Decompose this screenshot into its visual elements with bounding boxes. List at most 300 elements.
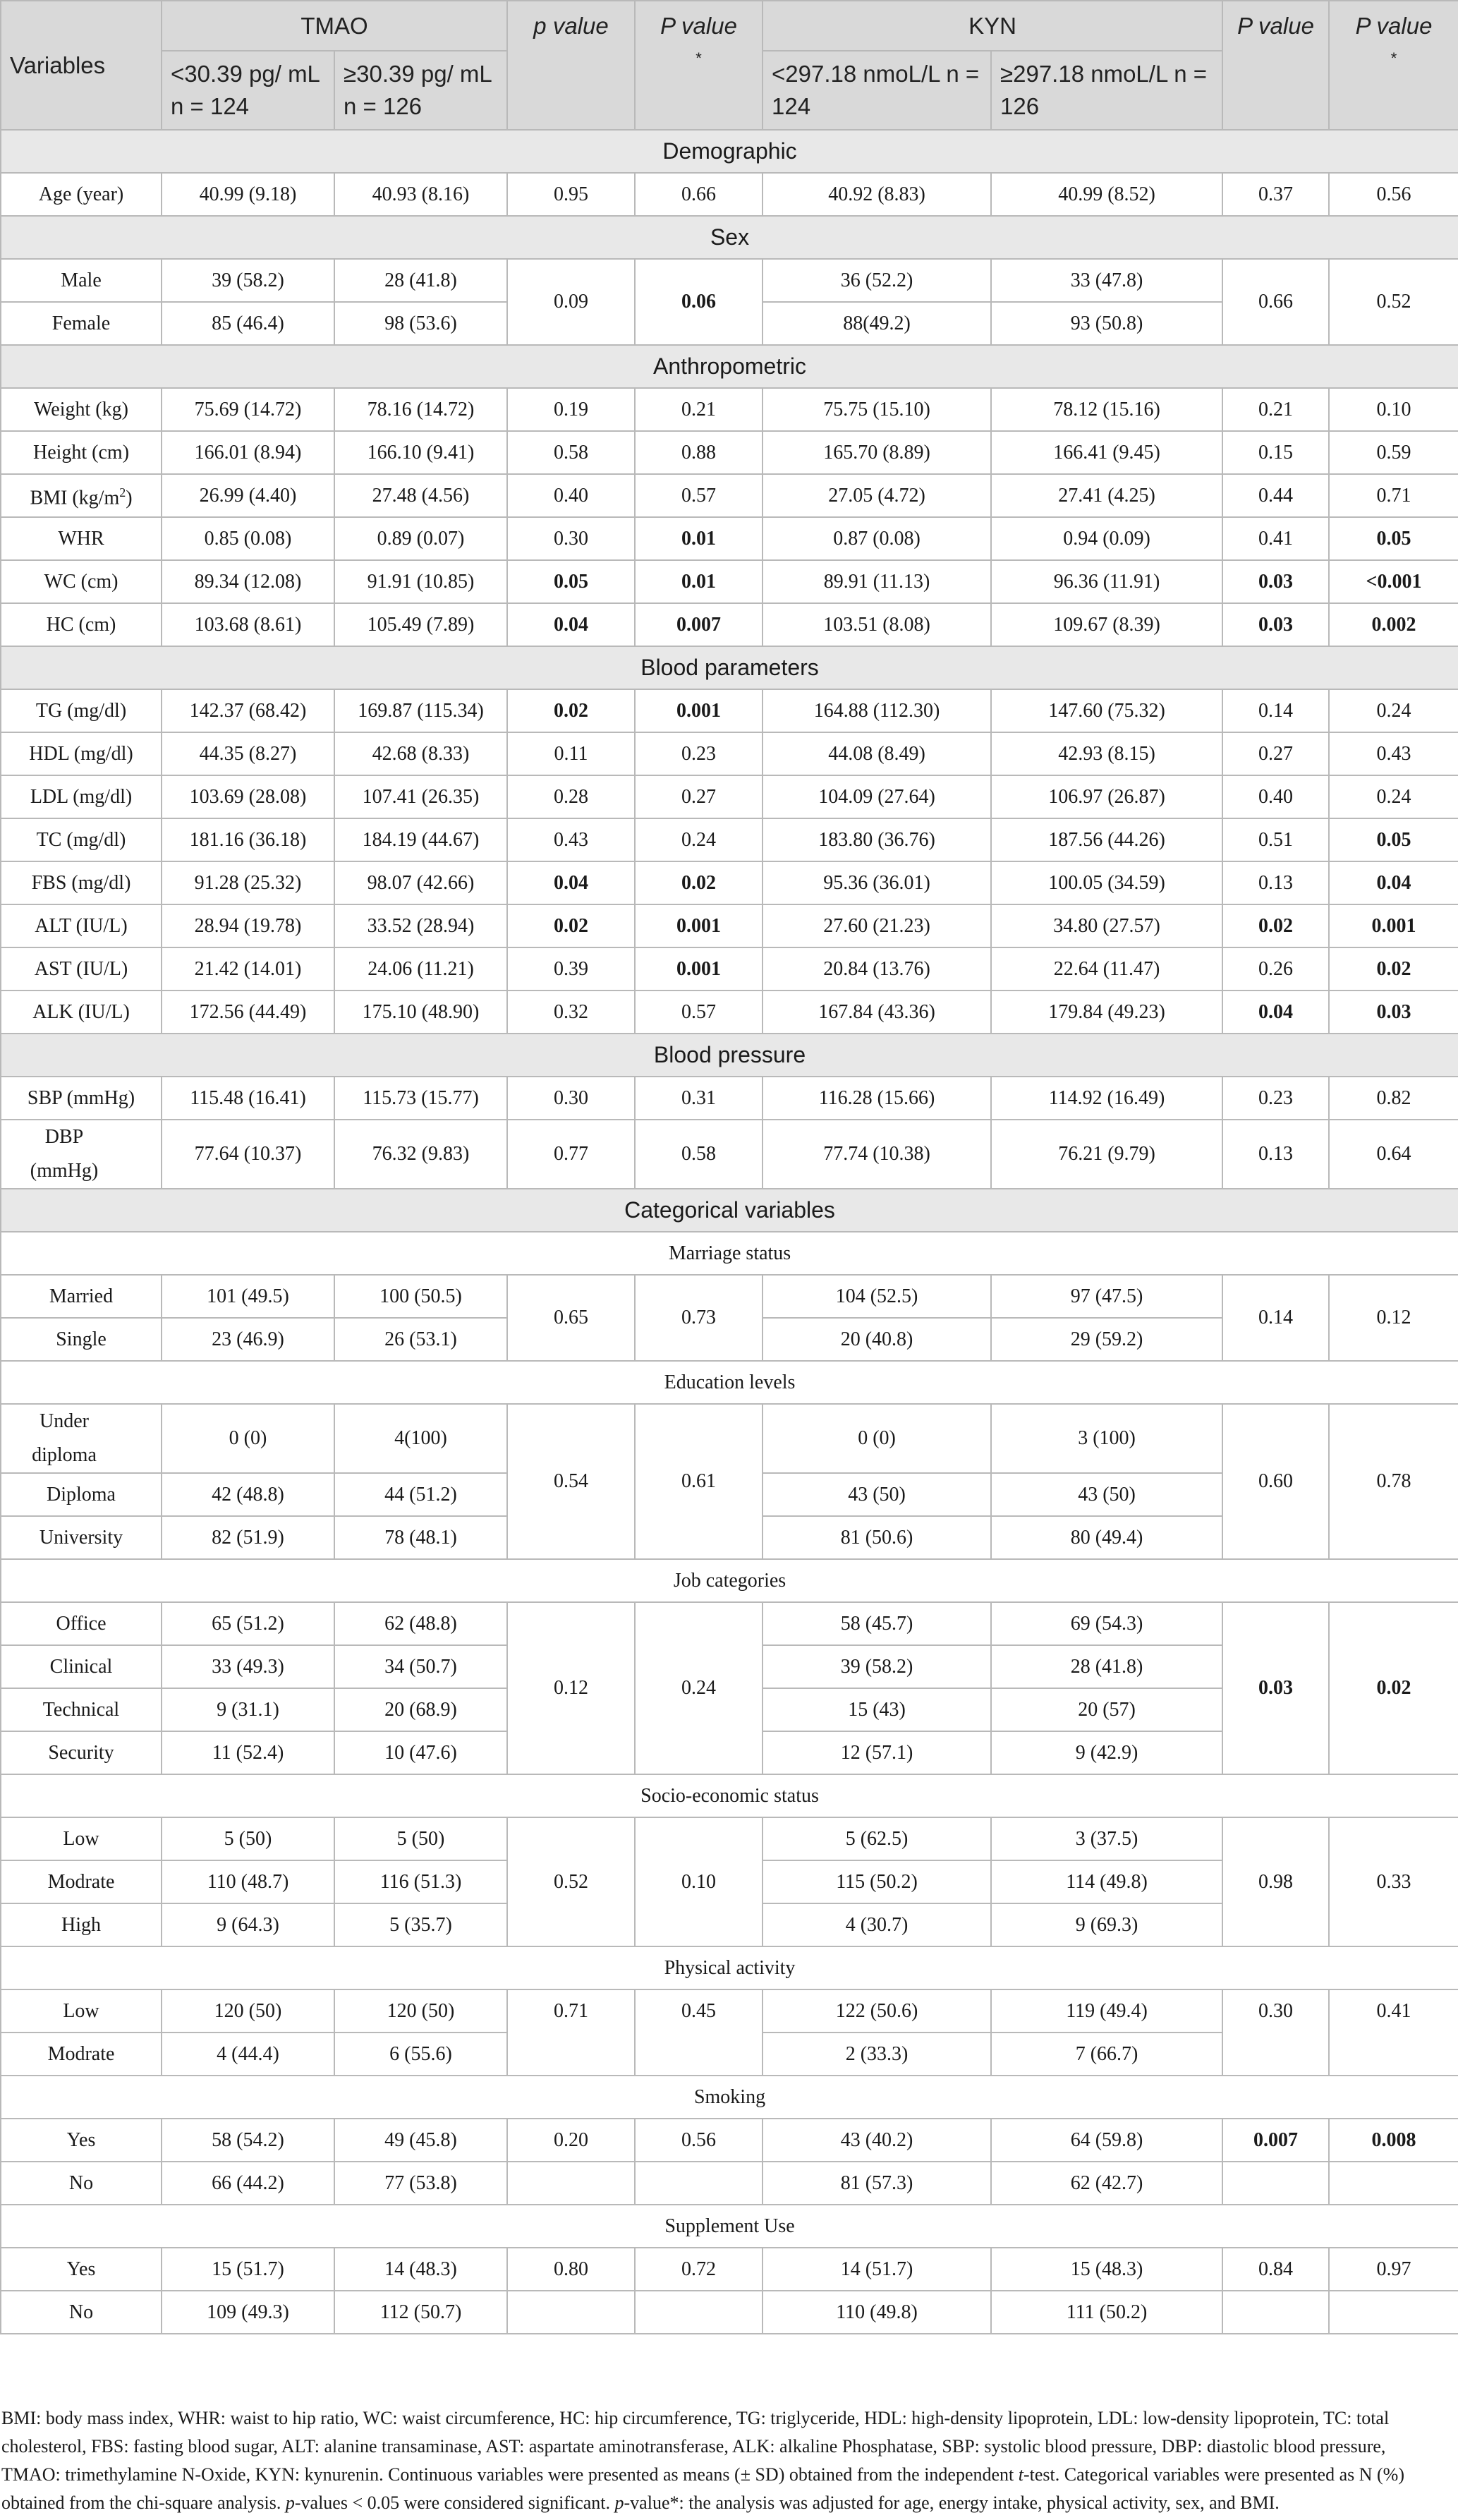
cell: 109.67 (8.39) <box>991 603 1222 646</box>
cell: 0.01 <box>635 560 763 603</box>
cell: 0.45 <box>635 1989 763 2076</box>
row-label: AST (IU/L) <box>1 947 162 991</box>
cell: 44.08 (8.49) <box>763 732 991 775</box>
subheading-ses: Socio-economic status <box>1 1774 1458 1817</box>
header-kyn: KYN <box>763 1 1222 51</box>
cell: 116 (51.3) <box>334 1860 507 1903</box>
cell: 0.04 <box>507 861 635 904</box>
cell: 43 (50) <box>763 1473 991 1516</box>
table-row <box>1 1077 1458 1120</box>
table-row <box>1 2119 1458 2162</box>
header-tmao-p-value: p value <box>507 1 635 130</box>
cell: 75.69 (14.72) <box>162 388 334 431</box>
cell: 0.02 <box>507 904 635 947</box>
cell: 20.84 (13.76) <box>763 947 991 991</box>
cell: 0.05 <box>507 560 635 603</box>
cell: 0.03 <box>1329 991 1458 1034</box>
cell: 69 (54.3) <box>991 1602 1222 1645</box>
row-label: Modrate <box>1 1860 162 1903</box>
cell: 0.23 <box>1222 1077 1329 1120</box>
cell: 49 (45.8) <box>334 2119 507 2162</box>
cell: 40.92 (8.83) <box>763 173 991 216</box>
cell: 0.40 <box>1222 775 1329 818</box>
cell: 5 (35.7) <box>334 1903 507 1946</box>
cell: 5 (62.5) <box>763 1817 991 1860</box>
cell: 98.07 (42.66) <box>334 861 507 904</box>
cell: 0.15 <box>1222 431 1329 474</box>
cell: 166.41 (9.45) <box>991 431 1222 474</box>
cell: 120 (50) <box>162 1989 334 2033</box>
cell: 21.42 (14.01) <box>162 947 334 991</box>
row-label: Low <box>1 1817 162 1860</box>
row-label: No <box>1 2162 162 2205</box>
cell: 20 (57) <box>991 1688 1222 1731</box>
cell: 15 (48.3) <box>991 2248 1222 2291</box>
cell: 147.60 (75.32) <box>991 689 1222 732</box>
row-label: High <box>1 1903 162 1946</box>
cell: 0.11 <box>507 732 635 775</box>
row-label: FBS (mg/dl) <box>1 861 162 904</box>
cell: 184.19 (44.67) <box>334 818 507 861</box>
cell <box>1329 2291 1458 2334</box>
cell: 40.99 (9.18) <box>162 173 334 216</box>
cell: 0.007 <box>1222 2119 1329 2162</box>
row-label: WC (cm) <box>1 560 162 603</box>
cell: 109 (49.3) <box>162 2291 334 2334</box>
cell: 15 (51.7) <box>162 2248 334 2291</box>
cell: 58 (54.2) <box>162 2119 334 2162</box>
cell: 27.41 (4.25) <box>991 474 1222 517</box>
cell: 0.77 <box>507 1120 635 1189</box>
cell: 0.40 <box>507 474 635 517</box>
cell: 105.49 (7.89) <box>334 603 507 646</box>
cell: 0.20 <box>507 2119 635 2162</box>
cell: 0.04 <box>1222 991 1329 1034</box>
cell: 0.32 <box>507 991 635 1034</box>
cell: 39 (58.2) <box>763 1645 991 1688</box>
cell: 0.19 <box>507 388 635 431</box>
cell: 89.34 (12.08) <box>162 560 334 603</box>
cell: 33 (49.3) <box>162 1645 334 1688</box>
cell: 0.72 <box>635 2248 763 2291</box>
cell: 77 (53.8) <box>334 2162 507 2205</box>
row-label: Married <box>1 1275 162 1318</box>
cell: 97 (47.5) <box>991 1275 1222 1318</box>
cell: 33 (47.8) <box>991 259 1222 302</box>
table-row <box>1 560 1458 603</box>
cell: 0.58 <box>507 431 635 474</box>
cell: 12 (57.1) <box>763 1731 991 1774</box>
cell: 3 (100) <box>991 1404 1222 1473</box>
cell: 44.35 (8.27) <box>162 732 334 775</box>
cell: 0.54 <box>507 1404 635 1559</box>
row-label: Yes <box>1 2119 162 2162</box>
cell: 14 (48.3) <box>334 2248 507 2291</box>
cell: 0.82 <box>1329 1077 1458 1120</box>
cell: 0.02 <box>1329 947 1458 991</box>
cell: 0.05 <box>1329 517 1458 560</box>
cell: 0.80 <box>507 2248 635 2291</box>
cell: 27.60 (21.23) <box>763 904 991 947</box>
cell: 0.58 <box>635 1120 763 1189</box>
cell: 0.85 (0.08) <box>162 517 334 560</box>
cell: 81 (57.3) <box>763 2162 991 2205</box>
cell: 0.06 <box>635 259 763 345</box>
cell: 9 (31.1) <box>162 1688 334 1731</box>
cell: 58 (45.7) <box>763 1602 991 1645</box>
cell: 9 (64.3) <box>162 1903 334 1946</box>
table-row <box>1 173 1458 216</box>
cell: 9 (69.3) <box>991 1903 1222 1946</box>
cell: 0.61 <box>635 1404 763 1559</box>
table-row <box>1 603 1458 646</box>
cell: 4 (44.4) <box>162 2033 334 2076</box>
cell: 2 (33.3) <box>763 2033 991 2076</box>
cell <box>1329 2162 1458 2205</box>
cell: 0.13 <box>1222 1120 1329 1189</box>
cell: 111 (50.2) <box>991 2291 1222 2334</box>
header-tmao: TMAO <box>162 1 507 51</box>
cell: 175.10 (48.90) <box>334 991 507 1034</box>
cell: 167.84 (43.36) <box>763 991 991 1034</box>
cell: 0.14 <box>1222 689 1329 732</box>
header-kyn-p-value-adjusted: P value * <box>1329 1 1458 130</box>
row-label: Single <box>1 1318 162 1361</box>
cell: 0.66 <box>1222 259 1329 345</box>
section-sex: Sex <box>1 216 1458 259</box>
cell: 0.02 <box>1222 904 1329 947</box>
cell: 0.33 <box>1329 1817 1458 1946</box>
cell: 22.64 (11.47) <box>991 947 1222 991</box>
cell: 0.10 <box>1329 388 1458 431</box>
row-label: Modrate <box>1 2033 162 2076</box>
cell: 0.73 <box>635 1275 763 1361</box>
row-label: BMI $(kg/m^2)$ <box>1 474 162 517</box>
cell: 76.21 (9.79) <box>991 1120 1222 1189</box>
cell: 165.70 (8.89) <box>763 431 991 474</box>
row-label: ALT (IU/L) <box>1 904 162 947</box>
table-row <box>1 2248 1458 2291</box>
cell: 115.73 (15.77) <box>334 1077 507 1120</box>
header-tmao-low: <30.39 pg/ mL n = 124 <box>162 51 334 130</box>
cell: 0.01 <box>635 517 763 560</box>
cell: 4(100) <box>334 1404 507 1473</box>
subheading-physical-activity: Physical activity <box>1 1946 1458 1989</box>
cell: 78.16 (14.72) <box>334 388 507 431</box>
cell: 33.52 (28.94) <box>334 904 507 947</box>
cell: 0.98 <box>1222 1817 1329 1946</box>
cell: 120 (50) <box>334 1989 507 2033</box>
cell: 20 (68.9) <box>334 1688 507 1731</box>
cell: 0 (0) <box>763 1404 991 1473</box>
cell: 0.65 <box>507 1275 635 1361</box>
cell: 0.41 <box>1329 1989 1458 2076</box>
cell: 112 (50.7) <box>334 2291 507 2334</box>
row-label: SBP (mmHg) <box>1 1077 162 1120</box>
cell: 0.001 <box>635 947 763 991</box>
cell: 43 (40.2) <box>763 2119 991 2162</box>
cell: 43 (50) <box>991 1473 1222 1516</box>
cell: 0.56 <box>1329 173 1458 216</box>
cell: 20 (40.8) <box>763 1318 991 1361</box>
cell: 0.43 <box>1329 732 1458 775</box>
cell: 115.48 (16.41) <box>162 1077 334 1120</box>
cell: 114.92 (16.49) <box>991 1077 1222 1120</box>
table-row <box>1 1120 1458 1189</box>
row-label: Low <box>1 1989 162 2033</box>
cell: 0.10 <box>635 1817 763 1946</box>
table-footnote: BMI: body mass index, WHR: waist to hip ratio, WC: waist circumference, HC: hip circumference, TG: triglyceride, HDL: high-density lipoprotein, LDL: low-density lipoprotein, TC: total cholesterol, FBS: fasting blood sugar, ALT: alanine transaminase, AST: aspartate aminotransferase, ALK: alkaline Phosphatase, SBP: systolic blood pressure, DBP: diastolic blood pressure, TMAO: trimethylamine N-Oxide, KYN: kynurenin. Continuous variables were presented as means (± SD) obtained from the independent t-test. Categorical variables were presented as N (%) obtained from the chi-square analysis. p-values < 0.05 were considered significant. p-value*: the analysis was adjusted for age, energy intake, physical activity, sex, and BMI. <box>1 2408 1404 2513</box>
cell: 28.94 (19.78) <box>162 904 334 947</box>
cell: 0.56 <box>635 2119 763 2162</box>
cell: 0.51 <box>1222 818 1329 861</box>
cell: 0.24 <box>635 818 763 861</box>
cell: 0.66 <box>635 173 763 216</box>
row-label: LDL (mg/dl) <box>1 775 162 818</box>
subheading-education: Education levels <box>1 1361 1458 1404</box>
cell: 172.56 (44.49) <box>162 991 334 1034</box>
table-row <box>1 991 1458 1034</box>
cell: 122 (50.6) <box>763 1989 991 2033</box>
cell: 66 (44.2) <box>162 2162 334 2205</box>
cell: 6 (55.6) <box>334 2033 507 2076</box>
cell: 0.21 <box>1222 388 1329 431</box>
cell: 0.97 <box>1329 2248 1458 2291</box>
cell: 0 (0) <box>162 1404 334 1473</box>
cell: 0.26 <box>1222 947 1329 991</box>
cell: 10 (47.6) <box>334 1731 507 1774</box>
cell: 164.88 (112.30) <box>763 689 991 732</box>
header-tmao-high: ≥30.39 pg/ mL n = 126 <box>334 51 507 130</box>
cell: 81 (50.6) <box>763 1516 991 1559</box>
cell: <0.001 <box>1329 560 1458 603</box>
table-row <box>1 732 1458 775</box>
cell: 24.06 (11.21) <box>334 947 507 991</box>
cell: 34 (50.7) <box>334 1645 507 1688</box>
table-row <box>1 431 1458 474</box>
row-label: DBP (mmHg) <box>1 1120 162 1189</box>
cell: 183.80 (36.76) <box>763 818 991 861</box>
cell: 44 (51.2) <box>334 1473 507 1516</box>
cell: 0.001 <box>635 904 763 947</box>
cell: 42.68 (8.33) <box>334 732 507 775</box>
cell: 116.28 (15.66) <box>763 1077 991 1120</box>
row-label: University <box>1 1516 162 1559</box>
cell: 103.51 (8.08) <box>763 603 991 646</box>
cell: 0.57 <box>635 474 763 517</box>
table-row <box>1 1275 1458 1318</box>
cell: 0.21 <box>635 388 763 431</box>
cell: 80 (49.4) <box>991 1516 1222 1559</box>
row-label: Office <box>1 1602 162 1645</box>
cell: 91.28 (25.32) <box>162 861 334 904</box>
cell: 42.93 (8.15) <box>991 732 1222 775</box>
subheading-job: Job categories <box>1 1559 1458 1602</box>
cell: 0.89 (0.07) <box>334 517 507 560</box>
table-row <box>1 861 1458 904</box>
cell: 104.09 (27.64) <box>763 775 991 818</box>
cell: 0.28 <box>507 775 635 818</box>
cell: 77.74 (10.38) <box>763 1120 991 1189</box>
cell: 0.64 <box>1329 1120 1458 1189</box>
row-label: Male <box>1 259 162 302</box>
cell: 0.60 <box>1222 1404 1329 1559</box>
cell: 23 (46.9) <box>162 1318 334 1361</box>
cell: 78 (48.1) <box>334 1516 507 1559</box>
cell: 0.43 <box>507 818 635 861</box>
cell: 166.10 (9.41) <box>334 431 507 474</box>
cell: 0.52 <box>507 1817 635 1946</box>
cell: 78.12 (15.16) <box>991 388 1222 431</box>
cell: 62 (48.8) <box>334 1602 507 1645</box>
table-row <box>1 2291 1458 2334</box>
cell: 100.05 (34.59) <box>991 861 1222 904</box>
cell <box>507 2162 635 2205</box>
row-label: No <box>1 2291 162 2334</box>
cell: 11 (52.4) <box>162 1731 334 1774</box>
cell: 0.41 <box>1222 517 1329 560</box>
row-label: ALK (IU/L) <box>1 991 162 1034</box>
cell: 0.24 <box>1329 775 1458 818</box>
cell: 101 (49.5) <box>162 1275 334 1318</box>
cell: 9 (42.9) <box>991 1731 1222 1774</box>
header-tmao-p-value-adjusted: P value * <box>635 1 763 130</box>
cell: 0.37 <box>1222 173 1329 216</box>
cell: 0.24 <box>635 1602 763 1774</box>
cell: 0.007 <box>635 603 763 646</box>
cell: 0.27 <box>635 775 763 818</box>
subheading-smoking: Smoking <box>1 2076 1458 2119</box>
cell: 181.16 (36.18) <box>162 818 334 861</box>
table-row <box>1 388 1458 431</box>
cell: 0.78 <box>1329 1404 1458 1559</box>
table-row <box>1 904 1458 947</box>
cell: 0.23 <box>635 732 763 775</box>
cell: 29 (59.2) <box>991 1318 1222 1361</box>
header-variables: Variables <box>1 1 162 130</box>
table-row <box>1 517 1458 560</box>
cell: 106.97 (26.87) <box>991 775 1222 818</box>
cell: 27.48 (4.56) <box>334 474 507 517</box>
cell: 62 (42.7) <box>991 2162 1222 2205</box>
table-row <box>1 259 1458 302</box>
cell: 5 (50) <box>162 1817 334 1860</box>
cell: 119 (49.4) <box>991 1989 1222 2033</box>
cell: 0.24 <box>1329 689 1458 732</box>
section-blood-parameters: Blood parameters <box>1 646 1458 689</box>
cell: 0.001 <box>1329 904 1458 947</box>
cell: 95.36 (36.01) <box>763 861 991 904</box>
cell: 0.44 <box>1222 474 1329 517</box>
cell: 114 (49.8) <box>991 1860 1222 1903</box>
cell: 89.91 (11.13) <box>763 560 991 603</box>
cell: 0.31 <box>635 1077 763 1120</box>
table-row <box>1 474 1458 517</box>
cell: 5 (50) <box>334 1817 507 1860</box>
section-anthropometric: Anthropometric <box>1 345 1458 388</box>
cell: 0.001 <box>635 689 763 732</box>
row-label: Diploma <box>1 1473 162 1516</box>
cell: 0.03 <box>1222 603 1329 646</box>
cell: 3 (37.5) <box>991 1817 1222 1860</box>
cell: 0.03 <box>1222 1602 1329 1774</box>
cell: 4 (30.7) <box>763 1903 991 1946</box>
cell: 0.52 <box>1329 259 1458 345</box>
cell: 100 (50.5) <box>334 1275 507 1318</box>
row-label: HC (cm) <box>1 603 162 646</box>
cell: 0.14 <box>1222 1275 1329 1361</box>
table-row <box>1 1817 1458 1860</box>
table-row <box>1 947 1458 991</box>
cell: 0.02 <box>1329 1602 1458 1774</box>
cell: 0.03 <box>1222 560 1329 603</box>
cell: 77.64 (10.37) <box>162 1120 334 1189</box>
cell: 7 (66.7) <box>991 2033 1222 2076</box>
cell: 0.002 <box>1329 603 1458 646</box>
table-row <box>1 1602 1458 1645</box>
row-label: Height (cm) <box>1 431 162 474</box>
cell: 26.99 (4.40) <box>162 474 334 517</box>
cell: 42 (48.8) <box>162 1473 334 1516</box>
cell: 88(49.2) <box>763 302 991 345</box>
cell: 0.02 <box>507 689 635 732</box>
cell <box>507 2291 635 2334</box>
header-kyn-high: ≥297.18 nmoL/L n = 126 <box>991 51 1222 130</box>
cell: 0.09 <box>507 259 635 345</box>
cell: 28 (41.8) <box>334 259 507 302</box>
table-row <box>1 1404 1458 1473</box>
subheading-supplement: Supplement Use <box>1 2205 1458 2248</box>
row-label: Female <box>1 302 162 345</box>
cell: 39 (58.2) <box>162 259 334 302</box>
cell: 91.91 (10.85) <box>334 560 507 603</box>
row-label: TC (mg/dl) <box>1 818 162 861</box>
cell: 14 (51.7) <box>763 2248 991 2291</box>
cell: 0.95 <box>507 173 635 216</box>
cell: 115 (50.2) <box>763 1860 991 1903</box>
cell <box>635 2291 763 2334</box>
section-demographic: Demographic <box>1 130 1458 173</box>
row-label: Under diploma <box>1 1404 162 1473</box>
table-row <box>1 2162 1458 2205</box>
header-kyn-p-value: P value <box>1222 1 1329 130</box>
section-categorical: Categorical variables <box>1 1189 1458 1232</box>
cell: 0.39 <box>507 947 635 991</box>
cell: 15 (43) <box>763 1688 991 1731</box>
cell: 0.04 <box>507 603 635 646</box>
cell: 187.56 (44.26) <box>991 818 1222 861</box>
row-label: Security <box>1 1731 162 1774</box>
cell: 96.36 (11.91) <box>991 560 1222 603</box>
cell: 0.12 <box>1329 1275 1458 1361</box>
cell: 34.80 (27.57) <box>991 904 1222 947</box>
cell <box>1222 2291 1329 2334</box>
cell: 166.01 (8.94) <box>162 431 334 474</box>
cell: 103.69 (28.08) <box>162 775 334 818</box>
cell: 0.05 <box>1329 818 1458 861</box>
row-label: Weight (kg) <box>1 388 162 431</box>
cell: 36 (52.2) <box>763 259 991 302</box>
cell <box>1222 2162 1329 2205</box>
row-label: Clinical <box>1 1645 162 1688</box>
cell: 142.37 (68.42) <box>162 689 334 732</box>
cell: 28 (41.8) <box>991 1645 1222 1688</box>
cell: 104 (52.5) <box>763 1275 991 1318</box>
cell: 93 (50.8) <box>991 302 1222 345</box>
cell: 0.02 <box>635 861 763 904</box>
row-label: Age (year) <box>1 173 162 216</box>
cell: 27.05 (4.72) <box>763 474 991 517</box>
